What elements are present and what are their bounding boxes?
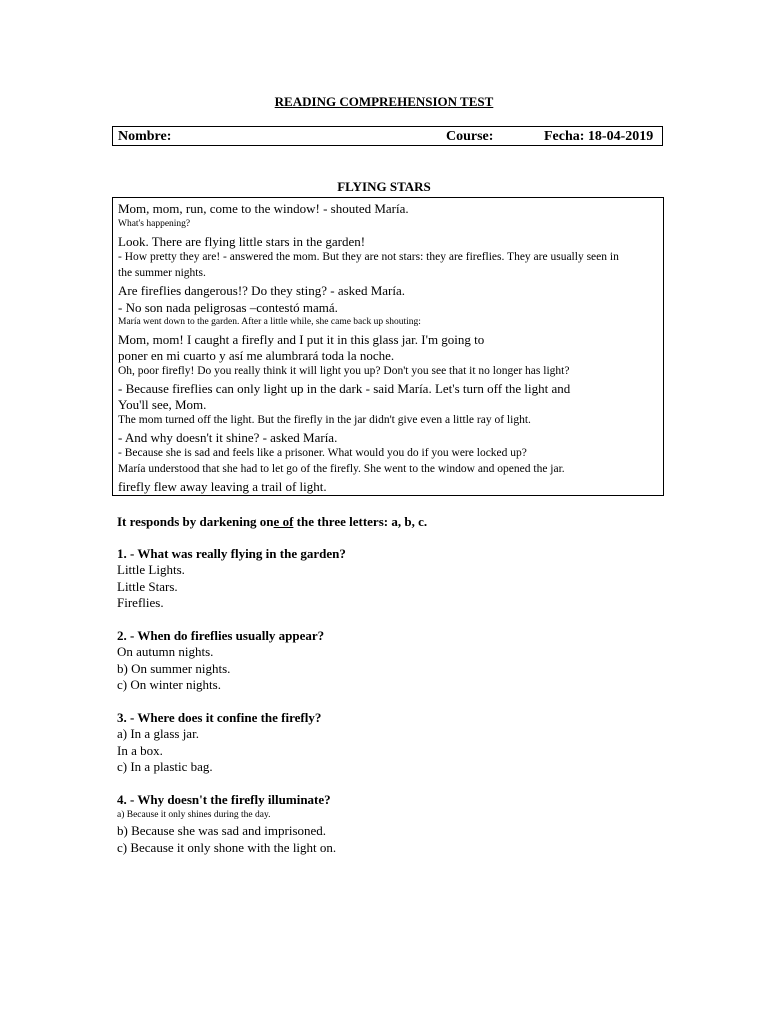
story-line: What's happening? (118, 219, 191, 229)
answer-option[interactable]: Fireflies. (117, 595, 164, 610)
story-line: Are fireflies dangerous!? Do they sting? - asked María. (118, 283, 405, 298)
story-line: Mom, mom! I caught a firefly and I put it in this glass jar. I'm going to (118, 332, 485, 347)
story-line: - And why doesn't it shine? - asked María. (118, 430, 338, 445)
answer-option[interactable]: a) Because it only shines during the day. (117, 810, 271, 820)
question-text: 1. - What was really flying in the garden? (117, 546, 346, 561)
answer-option[interactable]: b) Because she was sad and imprisoned. (117, 823, 327, 838)
story-line: Oh, poor firefly! Do you really think it will light you up? Don't you see that it no longer has light? (118, 365, 570, 377)
question-text: 3. - Where does it confine the firefly? (117, 710, 322, 725)
story-text-box (112, 197, 664, 496)
answer-option[interactable]: Little Lights. (117, 562, 185, 577)
story-line: - Because she is sad and feels like a prisoner. What would you do if you were locked up? (118, 447, 527, 459)
instructions-text-underlined: e of (273, 514, 294, 529)
question-text: 2. - When do fireflies usually appear? (117, 628, 325, 643)
instructions (117, 514, 427, 530)
answer-option[interactable]: Little Stars. (117, 578, 178, 594)
nombre-label: Nombre: (118, 129, 172, 144)
story-line: - Because fireflies can only light up in the dark - said María. Let's turn off the light and (118, 381, 571, 396)
story-line: María went down to the garden. After a little while, she came back up shouting: (118, 317, 421, 327)
story-line: poner en mi cuarto y así me alumbrará toda la noche. (118, 348, 395, 363)
question-2 (117, 627, 324, 694)
story-line: the summer nights. (118, 267, 206, 279)
answer-option[interactable]: b) On summer nights. (117, 660, 231, 676)
answer-option[interactable]: On autumn nights. (117, 644, 214, 659)
answer-option[interactable]: In a box. (117, 742, 163, 758)
answer-option[interactable]: c) Because it only shone with the light on. (117, 839, 337, 855)
question-4 (117, 791, 336, 856)
instructions-text-b: the three letters: a, b, c. (293, 514, 428, 529)
story-line: firefly flew away leaving a trail of light. (118, 479, 327, 494)
answer-option[interactable]: c) On winter nights. (117, 677, 221, 692)
course-label: Course: (446, 129, 494, 144)
document-title: READING COMPREHENSION TEST (274, 94, 494, 109)
question-text: 4. - Why doesn't the firefly illuminate? (117, 792, 331, 807)
story-line: Look. There are flying little stars in the garden! (118, 234, 366, 249)
instructions-text-a: It responds by darkening on (117, 514, 274, 529)
answer-option[interactable]: a) In a glass jar. (117, 726, 199, 741)
story-line: Mom, mom, run, come to the window! - shouted María. (118, 201, 409, 216)
story-title: FLYING STARS (337, 179, 431, 194)
student-info-box (112, 126, 663, 146)
story-line: The mom turned off the light. But the firefly in the jar didn't give even a little ray of light. (118, 414, 531, 426)
story-line: - No son nada peligrosas –contestó mamá. (118, 300, 338, 315)
question-3 (117, 709, 321, 776)
answer-option[interactable]: c) In a plastic bag. (117, 759, 213, 774)
story-line: - How pretty they are! - answered the mom. But they are not stars: they are fireflies. They are usually seen in (118, 251, 619, 263)
story-line: María understood that she had to let go of the firefly. She went to the window and opened the jar. (118, 463, 565, 475)
story-line: You'll see, Mom. (118, 397, 207, 412)
question-1 (117, 545, 346, 612)
fecha-label: Fecha: 18-04-2019 (544, 129, 654, 144)
